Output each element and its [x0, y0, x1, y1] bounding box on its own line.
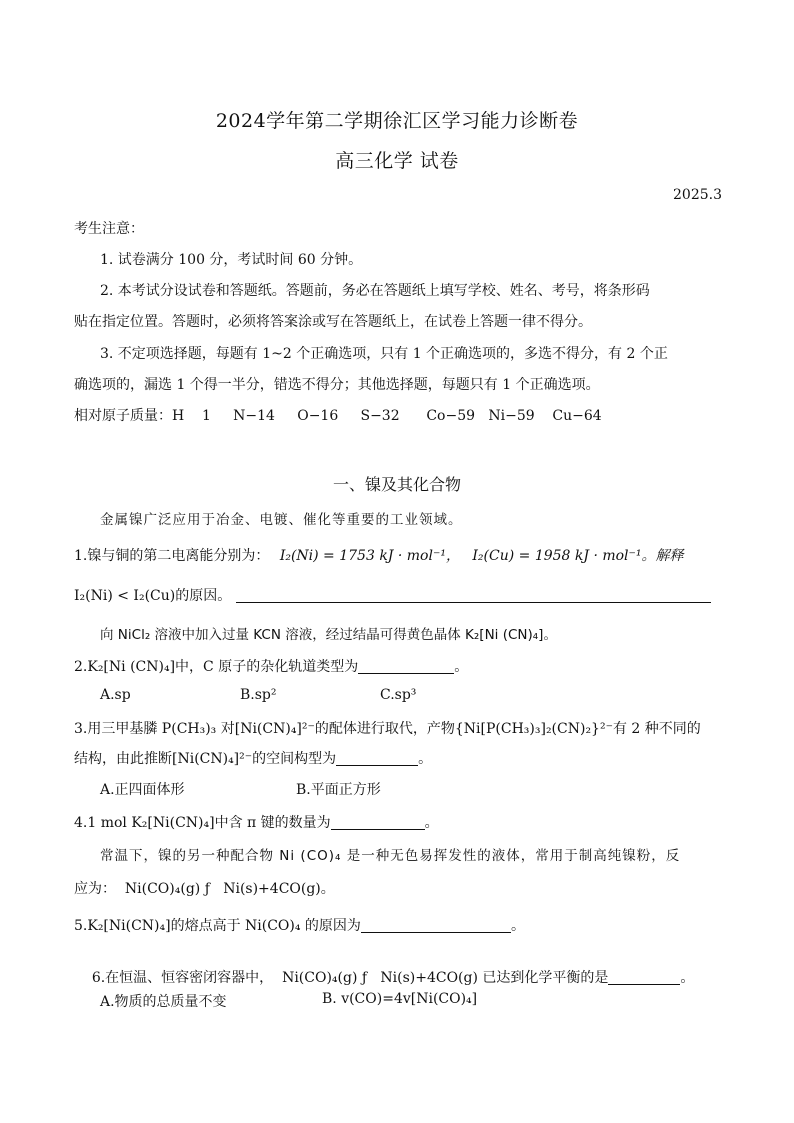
q1-cu-energy: I₂(Cu) = 1958 kJ · mol⁻¹。解释 — [472, 548, 684, 564]
q1-text-2: I₂(Ni) < I₂(Cu)的原因。 — [74, 588, 232, 604]
q2-option-b[interactable]: B.sp² — [240, 687, 277, 703]
q5-end: 。 — [510, 918, 525, 934]
q3-option-a[interactable]: A.正四面体形 — [100, 782, 185, 798]
q1-text: 1.镍与铜的第二电离能分别为： — [74, 548, 270, 564]
notice-item-3a: 3. 不定项选择题，每题有 1~2 个正确选项，只有 1 个正确选项的，多选不得分，有 2 个正 — [100, 346, 668, 362]
q2-option-c[interactable]: C.sp³ — [380, 687, 417, 703]
intro-3-line-2: 应为： Ni(CO)₄(g) ƒ Ni(s)+4CO(g)。 — [74, 881, 335, 897]
notice-item-3b: 确选项的，漏选 1 个得一半分，错选不得分；其他选择题，每题只有 1 个正确选项。 — [74, 377, 600, 393]
question-3-line-2 — [74, 748, 432, 768]
exam-title: 2024学年第二学期徐汇区学习能力诊断卷 — [215, 110, 579, 132]
q6-option-a[interactable]: A.物质的总质量不变 — [100, 994, 227, 1010]
intro-3-line-1: 常温下，镍的另一种配合物 Ni (CO)₄ 是一种无色易挥发性的液体，常用于制高纯镍粉，反 — [100, 848, 681, 864]
q3-text: 结构，由此推断[Ni(CN)₄]²⁻的空间构型为 — [74, 751, 337, 767]
q6-answer-blank[interactable] — [608, 970, 680, 985]
exam-date: 2025.3 — [673, 187, 722, 203]
intro-2: 向 NiCl₂ 溶液中加入过量 KCN 溶液，经过结晶可得黄色晶体 K₂[Ni (CN)₄]。 — [100, 627, 557, 643]
q2-text: 2.K₂[Ni (CN)₄]中，C 原子的杂化轨道类型为 — [74, 659, 359, 675]
notice-item-2b: 贴在指定位置。答题时，必须将答案涂或写在答题纸上，在试卷上答题一律不得分。 — [74, 314, 592, 330]
q5-answer-blank[interactable] — [361, 918, 511, 933]
q2-end: 。 — [454, 659, 469, 675]
q1-ni-energy: I₂(Ni) = 1753 kJ · mol⁻¹， — [279, 548, 460, 564]
notice-item-1: 1. 试卷满分 100 分，考试时间 60 分钟。 — [100, 252, 363, 268]
q3-answer-blank[interactable] — [336, 751, 418, 766]
question-1-line-2 — [74, 585, 711, 605]
q4-text: 4.1 mol K₂[Ni(CN)₄]中含 π 键的数量为 — [74, 815, 331, 831]
q4-answer-blank[interactable] — [331, 815, 425, 830]
section-title: 一、镍及其化合物 — [332, 475, 461, 494]
q6-option-b[interactable]: B. v(CO)=4v[Ni(CO)₄] — [322, 991, 478, 1007]
question-2 — [74, 656, 468, 676]
section-intro: 金属镍广泛应用于冶金、电镀、催化等重要的工业领域。 — [100, 512, 463, 528]
question-4 — [74, 812, 439, 832]
q4-end: 。 — [424, 815, 439, 831]
question-3-line-1: 3.用三甲基膦 P(CH₃)₃ 对[Ni(CN)₄]²⁻的配体进行取代，产物{Ni[P(CH₃)₃]₂(CN)₂}²⁻有 2 种不同的 — [74, 721, 701, 737]
q2-answer-blank[interactable] — [358, 659, 454, 674]
q6-text: 6.在恒温、恒容密闭容器中， Ni(CO)₄(g) ƒ Ni(s)+4CO(g) 已达到化学平衡的是 — [91, 970, 609, 986]
q1-answer-blank[interactable] — [236, 588, 711, 603]
question-1-line-1 — [74, 545, 684, 565]
exam-subtitle: 高三化学 试卷 — [335, 150, 459, 172]
notice-heading: 考生注意： — [74, 221, 144, 237]
q3-option-b[interactable]: B.平面正方形 — [296, 782, 381, 798]
q6-end: 。 — [680, 970, 695, 986]
notice-item-2a: 2. 本考试分设试卷和答题纸。答题前，务必在答题纸上填写学校、姓名、考号，将条形码 — [100, 283, 650, 299]
q2-option-a[interactable]: A.sp — [100, 687, 131, 703]
q5-text: 5.K₂[Ni(CN)₄]的熔点高于 Ni(CO)₄ 的原因为 — [74, 918, 361, 934]
question-5 — [74, 915, 525, 935]
q3-end: 。 — [418, 751, 433, 767]
atomic-masses: 相对原子质量：H 1 N−14 O−16 S−32 Co−59 Ni−59 Cu−64 — [74, 408, 602, 424]
